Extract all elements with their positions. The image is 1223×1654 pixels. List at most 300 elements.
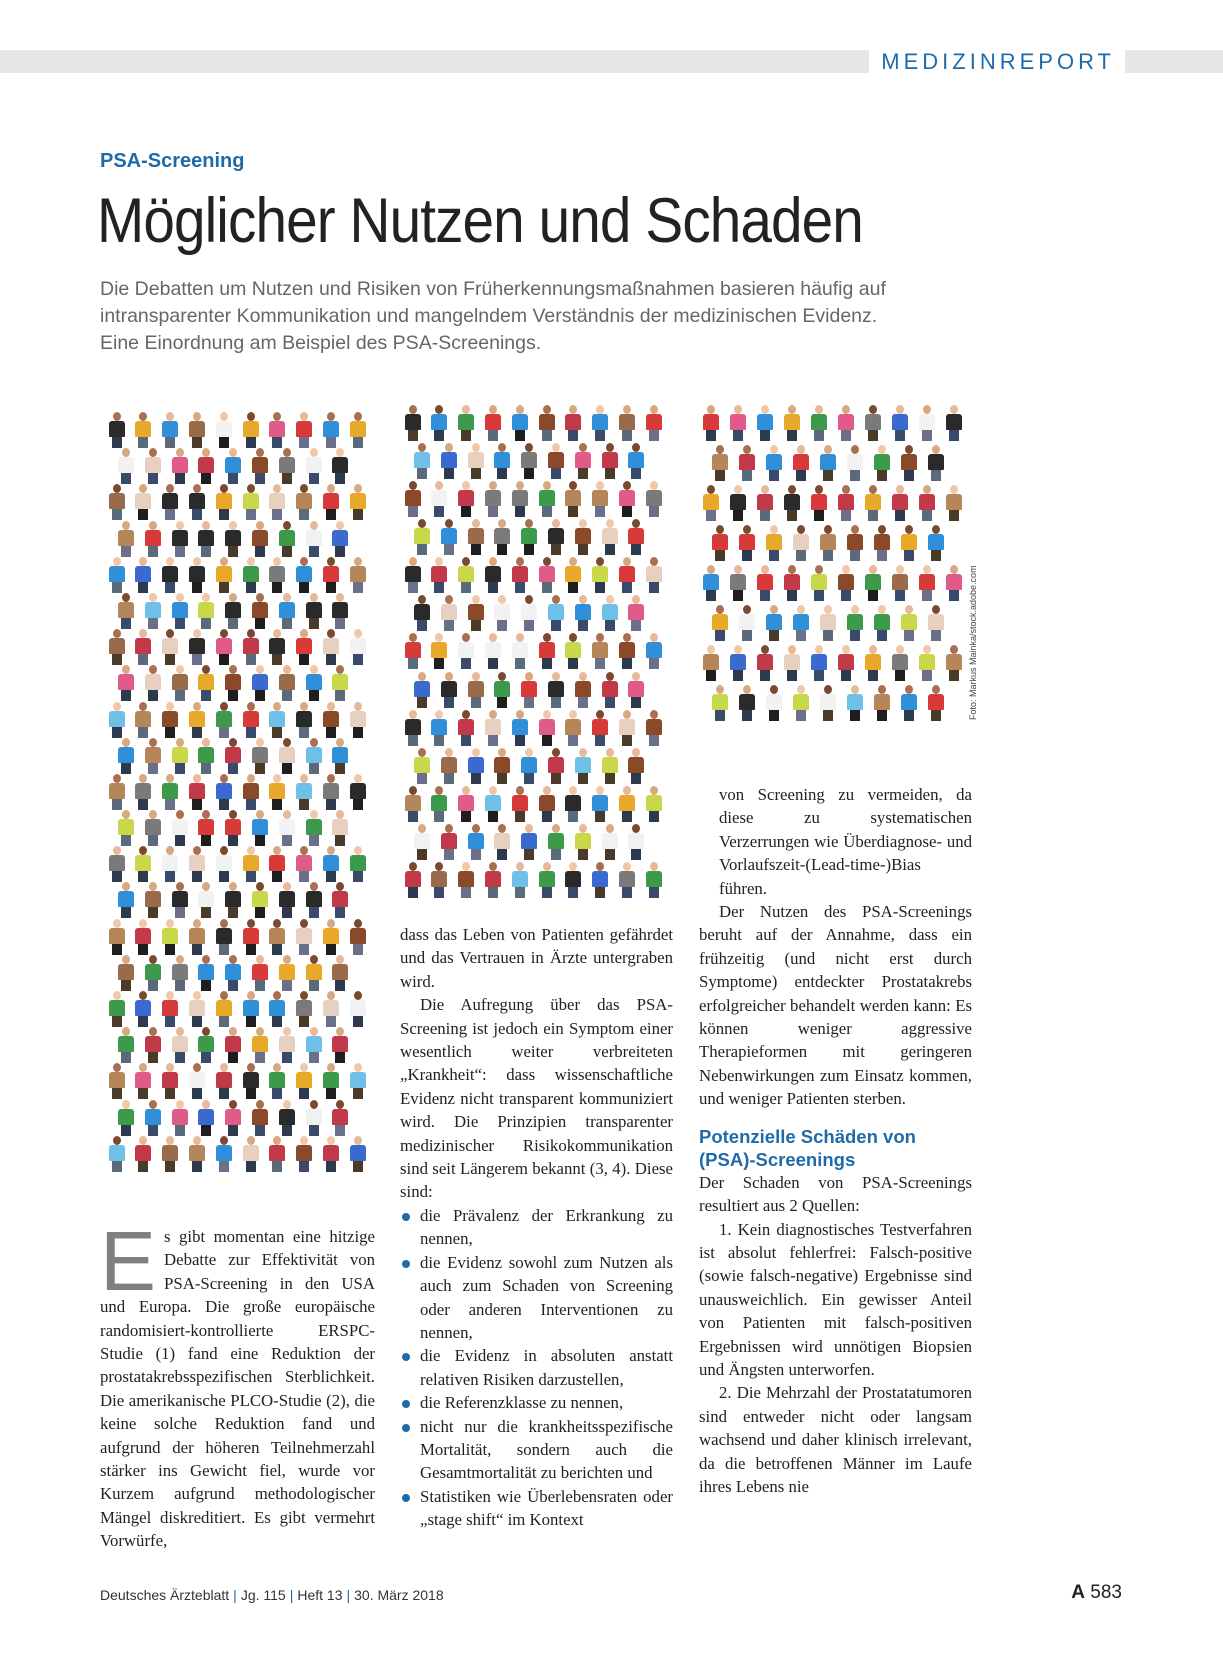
crowd-person [350, 638, 366, 654]
crowd-person [575, 757, 591, 773]
crowd-person [332, 1109, 348, 1125]
crowd-person-legs [272, 509, 282, 520]
crowd-person [118, 602, 134, 618]
crowd-person [901, 454, 917, 470]
crowd-person-head [498, 824, 506, 833]
crowd-person-head [327, 629, 335, 638]
crowd-person-legs [922, 670, 932, 681]
crowd-person-head [310, 521, 318, 530]
crowd-person-legs [138, 1161, 148, 1172]
crowd-person [332, 1036, 348, 1052]
crowd-person [494, 604, 510, 620]
crowd-person-legs [823, 630, 833, 641]
crowd-person-legs [309, 763, 319, 774]
crowd-person-head [716, 685, 724, 694]
crowd-person-head [176, 738, 184, 747]
crowd-person-legs [551, 849, 561, 860]
crowd-person-head [193, 557, 201, 566]
list-item: Statistiken wie Überlebensraten oder „stage shift“ im Kontext [400, 1485, 673, 1532]
crowd-person [928, 534, 944, 550]
crowd-person-head [122, 810, 130, 819]
crowd-person-head [247, 557, 255, 566]
crowd-person-legs [228, 835, 238, 846]
crowd-person [296, 566, 312, 582]
crowd-person-head [220, 991, 228, 1000]
crowd-person-legs [823, 470, 833, 481]
crowd-person-head [761, 485, 769, 494]
crowd-person [225, 964, 241, 980]
crowd-person-head [743, 525, 751, 534]
crowd-person-legs [417, 468, 427, 479]
crowd-person [323, 928, 339, 944]
crowd-person [198, 964, 214, 980]
crowd-person [118, 457, 134, 473]
crowd-person-legs [255, 835, 265, 846]
crowd-person [269, 1145, 285, 1161]
crowd-person-legs [622, 735, 632, 746]
crowd-person-legs [542, 582, 552, 593]
crowd-person-head [273, 629, 281, 638]
crowd-person-legs [595, 887, 605, 898]
crowd-person-legs [524, 468, 534, 479]
crowd-person [431, 719, 447, 735]
crowd-person-head [707, 485, 715, 494]
crowd-person-legs [605, 544, 615, 555]
crowd-person-head [435, 481, 443, 490]
crowd-person-head [202, 810, 210, 819]
crowd-person-legs [148, 618, 158, 629]
crowd-person [575, 452, 591, 468]
crowd-person-head [176, 882, 184, 891]
crowd-person-head [923, 565, 931, 574]
crowd-person [118, 1036, 134, 1052]
crowd-person [431, 642, 447, 658]
crowd-person-head [409, 633, 417, 642]
crowd-person [172, 891, 188, 907]
crowd-person-head [878, 525, 886, 534]
crowd-person-head [256, 810, 264, 819]
crowd-person-legs [895, 510, 905, 521]
crowd-person-head [193, 846, 201, 855]
lead-line: Eine Einordnung am Beispiel des PSA-Screenings. [100, 332, 542, 354]
crowd-person-head [202, 665, 210, 674]
crowd-person [162, 493, 178, 509]
crowd-person-legs [255, 546, 265, 557]
crowd-person-legs [299, 799, 309, 810]
crowd-person-legs [877, 550, 887, 561]
crowd-person-legs [138, 1088, 148, 1099]
crowd-person-head [932, 445, 940, 454]
crowd-person-legs [904, 470, 914, 481]
journal-date: 30. März 2018 [354, 1587, 444, 1603]
crowd-person-legs [524, 544, 534, 555]
crowd-person [269, 928, 285, 944]
crowd-person-head [623, 557, 631, 566]
crowd-person-head [113, 412, 121, 421]
crowd-person [646, 795, 662, 811]
crowd-person-head [220, 1063, 228, 1072]
crowd-person-head [472, 443, 480, 452]
crowd-person-head [498, 748, 506, 757]
crowd-person [135, 783, 151, 799]
crowd-person-legs [148, 907, 158, 918]
crowd-person-legs [299, 437, 309, 448]
crowd-person [306, 674, 322, 690]
crowd-person-legs [272, 727, 282, 738]
crowd-person-head [606, 595, 614, 604]
crowd-person-legs [282, 763, 292, 774]
crowd-person-legs [148, 1125, 158, 1136]
crowd-person [118, 1109, 134, 1125]
crowd-person-head [435, 405, 443, 414]
crowd-person [619, 871, 635, 887]
crowd-person [592, 642, 608, 658]
crowd-person-head [489, 633, 497, 642]
crowd-person [279, 747, 295, 763]
crowd-person-legs [299, 1016, 309, 1027]
crowd-person [145, 530, 161, 546]
crowd-person [414, 452, 430, 468]
crowd-person [405, 795, 421, 811]
crowd-person-head [552, 443, 560, 452]
crowd-person-head [543, 862, 551, 871]
crowd-person [269, 421, 285, 437]
crowd-person [279, 602, 295, 618]
crowd-person [458, 566, 474, 582]
crowd-person-head [650, 557, 658, 566]
crowd-person-head [354, 702, 362, 711]
crowd-person-legs [272, 437, 282, 448]
crowd-person-legs [417, 773, 427, 784]
crowd-person [109, 711, 125, 727]
crowd-person [548, 604, 564, 620]
crowd-person-head [229, 1027, 237, 1036]
crowd-person-head [788, 485, 796, 494]
crowd-person-legs [192, 727, 202, 738]
crowd-person-legs [715, 630, 725, 641]
crowd-person-legs [444, 620, 454, 631]
crowd-person-legs [112, 654, 122, 665]
crowd-person [485, 795, 501, 811]
section-label: MEDIZINREPORT [869, 49, 1125, 74]
crowd-person [548, 452, 564, 468]
crowd-person [820, 454, 836, 470]
crowd-person-legs [353, 1161, 363, 1172]
crowd-person-legs [769, 470, 779, 481]
crowd-person-legs [219, 871, 229, 882]
crowd-person-legs [868, 590, 878, 601]
crowd-person [565, 719, 581, 735]
crowd-person [521, 833, 537, 849]
crowd-person-head [193, 991, 201, 1000]
crowd-person [539, 414, 555, 430]
crowd-person [216, 1000, 232, 1016]
crowd-person-legs [165, 1088, 175, 1099]
crowd-person-legs [192, 799, 202, 810]
crowd-person-legs [715, 550, 725, 561]
crowd-person-legs [497, 468, 507, 479]
paragraph: 2. Die Mehrzahl der Prostatatumoren sind entweder nicht oder langsam wachsend und daher klinisch irrelevant, da die betroffenen Männer im Laufe ihres Lebens nie [699, 1383, 972, 1496]
crowd-person-legs [246, 727, 256, 738]
crowd-person [145, 747, 161, 763]
crowd-person-legs [255, 1125, 265, 1136]
crowd-person-legs [112, 944, 122, 955]
crowd-person-legs [272, 1161, 282, 1172]
crowd-person-legs [165, 509, 175, 520]
crowd-person-head [632, 595, 640, 604]
crowd-person [269, 638, 285, 654]
crowd-person-legs [353, 437, 363, 448]
crowd-person-head [300, 702, 308, 711]
crowd-person-legs [335, 546, 345, 557]
crowd-person-head [824, 685, 832, 694]
crowd-person [198, 674, 214, 690]
crowd-person-legs [121, 546, 131, 557]
crowd-person-legs [787, 430, 797, 441]
crowd-person-head [256, 1100, 264, 1109]
crowd-person-head [878, 685, 886, 694]
crowd-person-head [273, 484, 281, 493]
crowd-person [494, 452, 510, 468]
crowd-person-head [149, 1100, 157, 1109]
crowd-person [441, 833, 457, 849]
crowd-person [172, 1109, 188, 1125]
crowd-person-legs [631, 849, 641, 860]
crowd-person-head [716, 525, 724, 534]
crowd-person-head [869, 485, 877, 494]
crowd-person-head [247, 484, 255, 493]
crowd-person-head [256, 665, 264, 674]
crowd-person [414, 604, 430, 620]
crowd-person-legs [551, 697, 561, 708]
crowd-person-legs [112, 509, 122, 520]
crowd-person [592, 414, 608, 430]
crowd-person [468, 604, 484, 620]
crowd-person-head [139, 557, 147, 566]
crowd-person-head [489, 786, 497, 795]
crowd-person-head [543, 633, 551, 642]
crowd-person-legs [282, 618, 292, 629]
crowd-person [628, 528, 644, 544]
crowd-person-legs [488, 811, 498, 822]
crowd-person [323, 855, 339, 871]
crowd-person [901, 614, 917, 630]
crowd-person-head [851, 525, 859, 534]
crowd-person-head [734, 485, 742, 494]
crowd-person [431, 490, 447, 506]
crowd-person [109, 493, 125, 509]
crowd-person-head [543, 481, 551, 490]
crowd-person [332, 674, 348, 690]
crowd-person-legs [877, 710, 887, 721]
crowd-person-legs [138, 799, 148, 810]
crowd-person-head [525, 443, 533, 452]
crowd-person-legs [622, 506, 632, 517]
crowd-person-legs [868, 670, 878, 681]
crowd-person-legs [299, 944, 309, 955]
crowd-person-legs [309, 1052, 319, 1063]
crowd-person-head [149, 955, 157, 964]
crowd-person-head [824, 605, 832, 614]
crowd-person-legs [326, 1016, 336, 1027]
crowd-person [468, 681, 484, 697]
crowd-person-legs [282, 473, 292, 484]
crowd-person-head [283, 665, 291, 674]
crowd-person-legs [631, 620, 641, 631]
crowd-person-head [113, 846, 121, 855]
crowd-person-head [842, 565, 850, 574]
crowd-person-head [256, 955, 264, 964]
crowd-person-head [650, 405, 658, 414]
crowd-person-legs [444, 697, 454, 708]
crowd-person [296, 928, 312, 944]
crowd-person-legs [408, 430, 418, 441]
crowd-person-head [122, 1100, 130, 1109]
crowd-person [784, 654, 800, 670]
crowd-person-legs [121, 473, 131, 484]
crowd-person-head [247, 1136, 255, 1145]
crowd-person [646, 642, 662, 658]
crowd-person-head [596, 633, 604, 642]
crowd-person-legs [444, 773, 454, 784]
crowd-person [458, 871, 474, 887]
crowd-person-legs [282, 907, 292, 918]
crowd-person-legs [148, 1052, 158, 1063]
crowd-person-head [149, 448, 157, 457]
crowd-person-legs [760, 590, 770, 601]
crowd-person-head [166, 1136, 174, 1145]
crowd-person [243, 421, 259, 437]
crowd-person [323, 711, 339, 727]
crowd-person [592, 719, 608, 735]
crowd-person [539, 566, 555, 582]
crowd-person [243, 783, 259, 799]
crowd-person-head [905, 525, 913, 534]
crowd-person-head [256, 521, 264, 530]
crowd-person [243, 1000, 259, 1016]
crowd-person [279, 457, 295, 473]
crowd-person-head [193, 1136, 201, 1145]
crowd-person-legs [760, 510, 770, 521]
crowd-person [874, 614, 890, 630]
crowd-person [592, 795, 608, 811]
drop-cap: E [100, 1214, 157, 1308]
crowd-person-head [435, 710, 443, 719]
crowd-person-legs [850, 710, 860, 721]
crowd-person-legs [192, 654, 202, 665]
crowd-person [135, 855, 151, 871]
crowd-person-head [878, 605, 886, 614]
crowd-person-legs [326, 727, 336, 738]
crowd-person-head [300, 484, 308, 493]
crowd-person-legs [121, 1052, 131, 1063]
crowd-person-head [878, 445, 886, 454]
crowd-person [135, 1145, 151, 1161]
crowd-person-head [202, 1100, 210, 1109]
crowd-person-head [139, 484, 147, 493]
crowd-person [405, 566, 421, 582]
crowd-person-head [176, 521, 184, 530]
crowd-person-legs [622, 430, 632, 441]
crowd-person-legs [706, 510, 716, 521]
crowd-person [243, 928, 259, 944]
crowd-person-legs [542, 887, 552, 898]
crowd-person [189, 855, 205, 871]
crowd-person-head [354, 1063, 362, 1072]
crowd-person-head [166, 629, 174, 638]
crowd-person [323, 1072, 339, 1088]
crowd-person [592, 566, 608, 582]
crowd-person-legs [246, 509, 256, 520]
paragraph: s gibt momentan eine hitzige Debatte zur Effektivität von PSA-Screening in den USA und Europa. Die große europäische randomisiert-kontrollierte ERSPC-Studie (1) fand eine Reduktion der prostatakrebsspezifischen Sterblichkeit. Die amerikanische PLCO-Studie (2), die keine solche Reduktion fand und aufgrund der höheren Teilnehmerzahl stärker ins Gewicht fiel, wurde vor Kurzem aufgrund methodologischer Mängel diskreditiert. Es gibt vermehrt Vorwürfe, [100, 1227, 375, 1551]
crowd-person-head [256, 593, 264, 602]
crowd-person [521, 452, 537, 468]
crowd-person [431, 795, 447, 811]
crowd-person-head [905, 605, 913, 614]
crowd-person-legs [175, 907, 185, 918]
crowd-person-legs [299, 509, 309, 520]
crowd-person [172, 674, 188, 690]
crowd-person-legs [165, 582, 175, 593]
subheading [699, 1125, 972, 1171]
crowd-person [565, 642, 581, 658]
crowd-person-legs [192, 1016, 202, 1027]
crowd-person [198, 602, 214, 618]
crowd-person [892, 574, 908, 590]
crowd-person [332, 964, 348, 980]
paragraph: 1. Kein diagnostisches Testverfahren ist absolut fehlerfrei: Falsch-positive (sowie falsch-negative) Ergebnisse sind unausweichlich. Ein gewisser Anteil von Patienten mit falsch-positiven Ergebnissen wird unnötigen Biopsien und Ängsten unterworfen. [699, 1219, 972, 1379]
crowd-person-head [815, 645, 823, 654]
crowd-person-legs [138, 727, 148, 738]
crowd-person-legs [121, 618, 131, 629]
crowd-person-legs [353, 582, 363, 593]
crowd-person-legs [282, 690, 292, 701]
crowd-person-head [472, 672, 480, 681]
crowd-person-legs [524, 773, 534, 784]
crowd-person [323, 783, 339, 799]
subheading-line: Potenzielle Schäden von [699, 1125, 916, 1147]
crowd-person-legs [497, 697, 507, 708]
crowd-person [565, 414, 581, 430]
crowd-person-legs [246, 582, 256, 593]
crowd-person [323, 421, 339, 437]
crowd-person [279, 530, 295, 546]
crowd-person [468, 528, 484, 544]
crowd-person [602, 528, 618, 544]
crowd-person-head [650, 862, 658, 871]
crowd-person-head [139, 774, 147, 783]
crowd-person-legs [228, 473, 238, 484]
crowd-person [172, 530, 188, 546]
crowd-person-head [139, 846, 147, 855]
crowd-person [712, 534, 728, 550]
crowd-person-head [310, 1027, 318, 1036]
crowd-person [619, 642, 635, 658]
crowd-person [793, 454, 809, 470]
crowd-person-head [445, 672, 453, 681]
crowd-person-head [336, 882, 344, 891]
crowd-person-legs [192, 871, 202, 882]
crowd-person [350, 421, 366, 437]
crowd-person-legs [228, 690, 238, 701]
crowd-person-head [932, 685, 940, 694]
list-item: die Prävalenz der Erkrankung zu nennen, [400, 1204, 673, 1251]
crowd-person [468, 452, 484, 468]
crowd-person-head [229, 810, 237, 819]
crowd-person [928, 614, 944, 630]
crowd-person [243, 493, 259, 509]
crowd-person [619, 490, 635, 506]
